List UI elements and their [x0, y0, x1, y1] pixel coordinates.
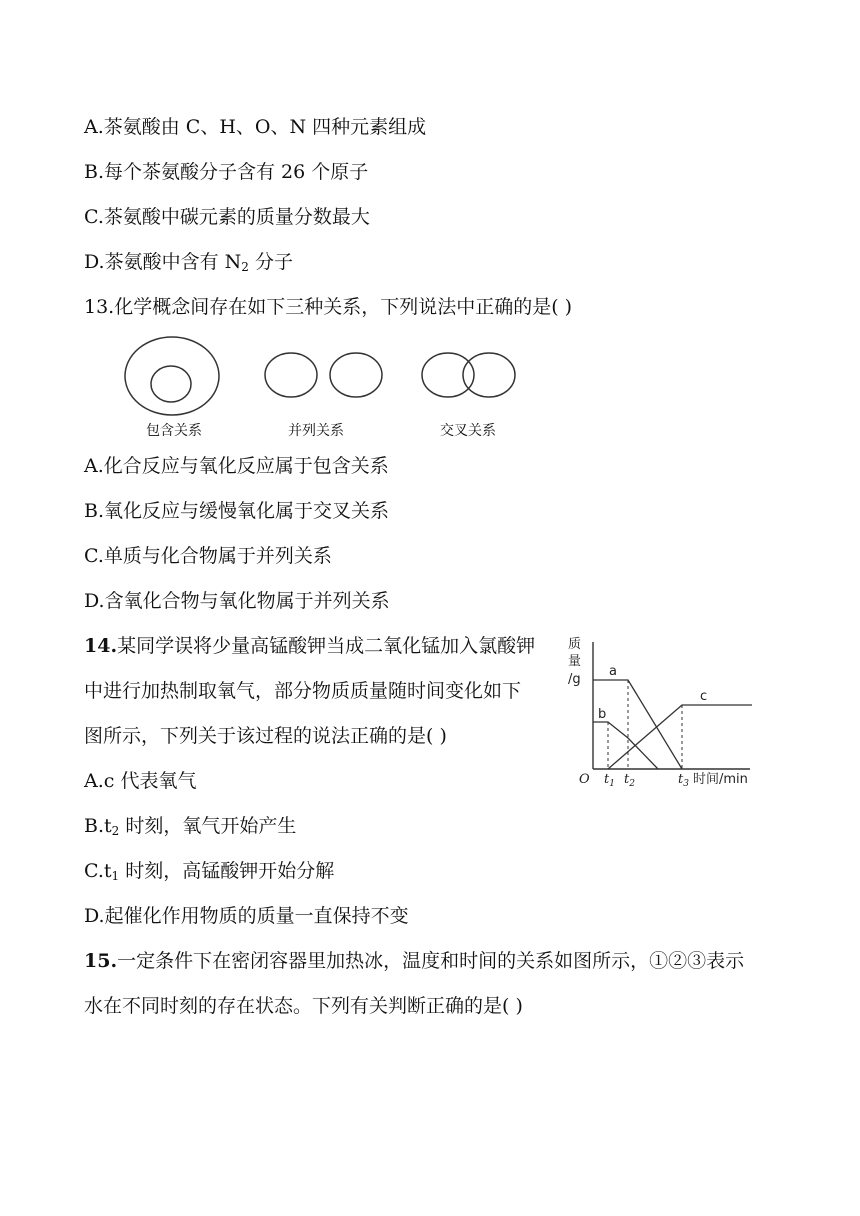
q12-option-a: A.茶氨酸由 C、H、O、N 四种元素组成 — [84, 116, 427, 138]
intersect-left-circle — [422, 353, 474, 397]
caption-inclusion: 包含关系 — [146, 423, 202, 439]
q13-stem: 13.化学概念间存在如下三种关系，下列说法中正确的是( ) — [84, 296, 573, 318]
mass-time-graph-svg — [562, 632, 762, 792]
q14-option-c-subscript: 1 — [111, 869, 120, 883]
graph-ylabel-3: /g — [568, 672, 581, 687]
parallel-left-circle — [265, 353, 317, 397]
q14-stem-text1: 某同学误将少量高锰酸钾当成二氧化锰加入氯酸钾 — [117, 635, 536, 657]
q14-option-b-text: B.t — [84, 815, 112, 837]
q15-stem-line2: 水在不同时刻的存在状态。下列有关判断正确的是( ) — [84, 995, 523, 1017]
caption-parallel: 并列关系 — [288, 423, 344, 439]
q14-option-d: D.起催化作用物质的质量一直保持不变 — [84, 905, 409, 927]
label-b: b — [598, 707, 607, 722]
curve-c — [608, 705, 752, 769]
q14-stem-line2: 中进行加热制取氧气，部分物质质量随时间变化如下 — [84, 680, 522, 702]
graph-origin: O — [579, 772, 590, 787]
q12-option-d-text: D.茶氨酸中含有 N — [84, 251, 242, 273]
curve-b — [593, 722, 658, 769]
q14-option-a: A.c 代表氧气 — [84, 770, 197, 792]
inclusion-outer-circle — [125, 337, 219, 415]
label-a: a — [609, 664, 617, 679]
graph-ylabel-2: 量 — [568, 654, 582, 669]
q12-option-d — [84, 248, 293, 281]
q15-stem-line1 — [84, 947, 744, 975]
q14-stem-line1 — [84, 632, 535, 660]
graph-xlabel: 时间/min — [693, 772, 748, 787]
q12-option-d-subscript: 2 — [241, 260, 249, 274]
q13-option-d: D.含氧化合物与氧化物属于并列关系 — [84, 590, 390, 612]
q13-option-a: A.化合反应与氧化反应属于包含关系 — [84, 455, 389, 477]
q13-option-c: C.单质与化合物属于并列关系 — [84, 545, 332, 567]
q14-option-b-subscript: 2 — [111, 824, 120, 838]
mass-time-graph — [562, 632, 762, 792]
q12-option-c: C.茶氨酸中碳元素的质量分数最大 — [84, 206, 370, 228]
q12-option-d-text-end: 分子 — [248, 251, 293, 273]
tick-t1: $t_1$ — [604, 772, 615, 789]
q15-number: 15. — [84, 950, 118, 972]
graph-ylabel-1: 质 — [568, 637, 582, 652]
relationship-diagram — [118, 332, 528, 442]
parallel-right-circle — [330, 353, 382, 397]
q14-option-b — [84, 812, 296, 845]
q13-option-b: B.氧化反应与缓慢氧化属于交叉关系 — [84, 500, 390, 522]
q14-stem-line3: 图所示，下列关于该过程的说法正确的是( ) — [84, 725, 447, 747]
curve-a — [593, 680, 682, 769]
intersect-right-circle — [463, 353, 515, 397]
q14-number: 14. — [84, 635, 118, 657]
q14-option-c-text: C.t — [84, 860, 112, 882]
label-c: c — [700, 689, 708, 704]
q14-option-b-text-end: 时刻，氧气开始产生 — [119, 815, 297, 837]
q14-option-c-text-end: 时刻，高锰酸钾开始分解 — [119, 860, 335, 882]
tick-t3: $t_3$ — [678, 772, 689, 789]
q15-stem-text1: 一定条件下在密闭容器里加热冰，温度和时间的关系如图所示，①②③表示 — [117, 950, 745, 972]
inclusion-inner-circle — [151, 366, 191, 402]
q14-option-c — [84, 857, 334, 890]
caption-intersect: 交叉关系 — [440, 423, 496, 439]
tick-t2: $t_2$ — [624, 772, 635, 789]
q12-option-b: B.每个茶氨酸分子含有 26 个原子 — [84, 161, 369, 183]
